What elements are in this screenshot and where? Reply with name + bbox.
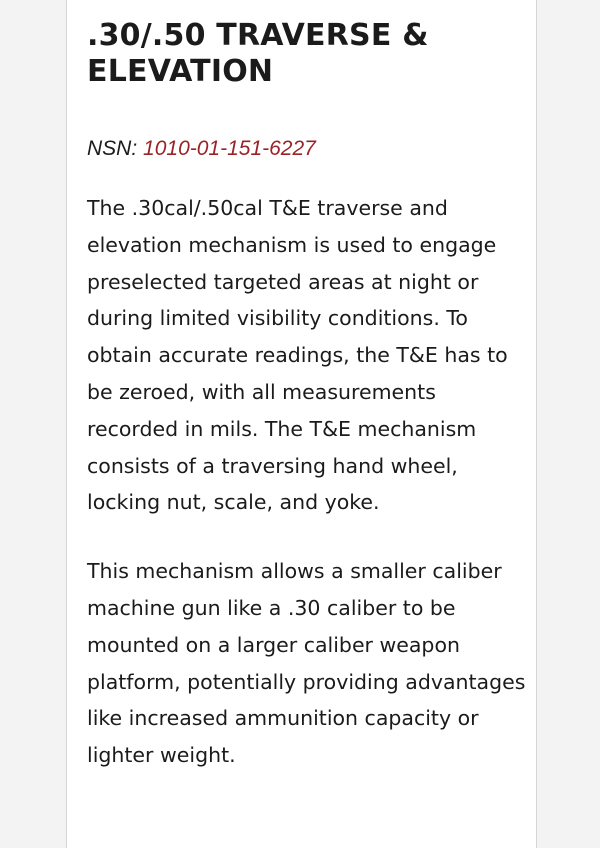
description-paragraph-1: The .30cal/.50cal T&E traverse and elevation mechanism is used to engage preselected targeted areas at night or during limited visibility conditions. To obtain accurate readings, the T&E has to be zeroed, with all measurements recorded in mils. The T&E mechanism consists of a traversing hand wheel, locking nut, scale, and yoke.: [87, 196, 508, 515]
product-description: [87, 18, 527, 774]
description-paragraph-2: This mechanism allows a smaller caliber machine gun like a .30 caliber to be mounted on a larger caliber weapon platform, potentially providing advantages like increased ammunition capacity or lighter weight.: [87, 559, 526, 768]
nsn-label: NSN:: [87, 137, 138, 160]
product-description-card: [66, 0, 537, 848]
product-title: .30/.50 TRAVERSE & ELEVATION: [87, 18, 429, 89]
nsn-value: 1010-01-151-6227: [143, 137, 316, 160]
nsn-line: [87, 136, 527, 162]
